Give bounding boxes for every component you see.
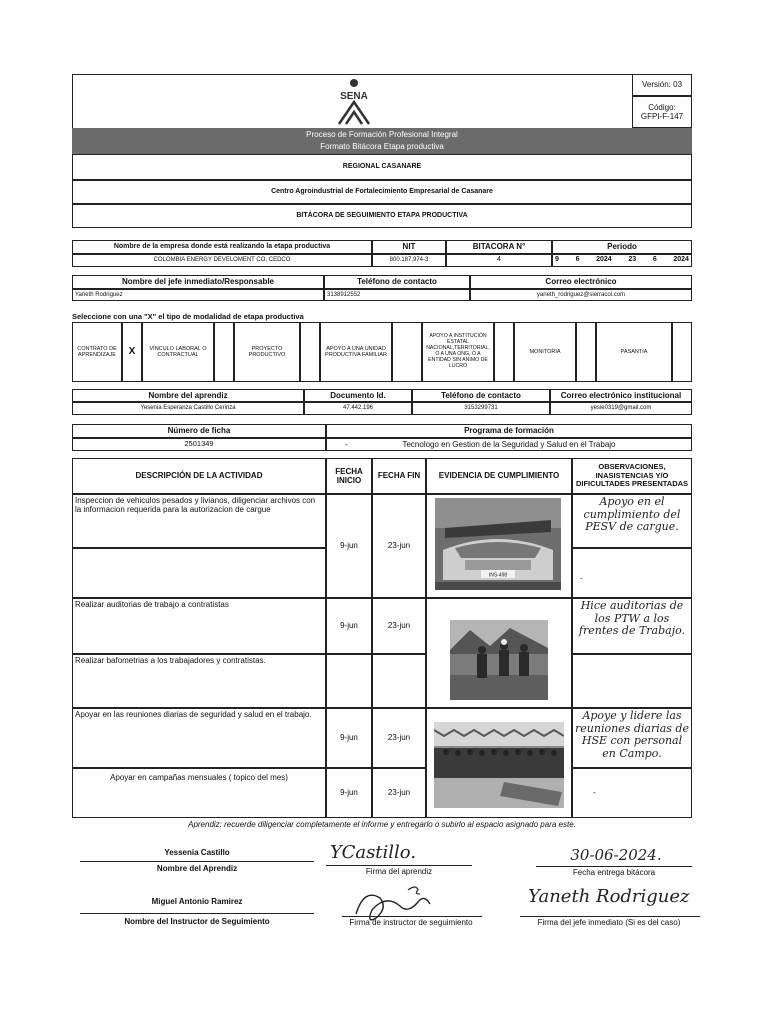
instructor-name: Miguel Antonio Ramirez [151,897,243,906]
option-contrato-aprendizaje[interactable]: CONTRATO DE APRENDIZAJE [72,322,122,382]
row3-start [326,654,372,708]
col-obs-header: OBSERVACIONES, INASISTENCIAS Y/O DIFICULTADES PRESENTADAS [572,458,692,494]
option-proyecto-mark[interactable] [300,322,320,382]
option-institucion-mark[interactable] [494,322,514,382]
row4-desc: Apoyar en las reuniones diarias de seguridad y salud en el trabajo. [72,708,326,768]
row5-obs: - [572,768,692,818]
program-label: Programa de formación [326,424,692,438]
delivery-date: 30-06-2024. [570,846,662,864]
delivery-label: Fecha entrega bitácora [572,868,656,877]
col-end-header: FECHA FIN [372,458,426,494]
instructor-sig-label: Firma de instructor de seguimiento [349,918,473,927]
periodo-label: Periodo [552,240,692,254]
logo-area [72,74,632,128]
boss-email-value: yaneth_rodriguez@sierracol.com [470,289,692,301]
apprentice-doc-label: Documento Id. [304,389,412,402]
nit-value: 800.187,974-3 [372,254,446,267]
row1-end: 23-jun [372,494,426,598]
boss-signature: Yaneth Rodriguez [528,886,690,907]
row5-start: 9-jun [326,768,372,818]
row2-start: 9-jun [326,598,372,654]
option-vinculo-laboral[interactable]: VÍNCULO LABORAL O CONTRACTUAL [142,322,214,382]
option-vinculo-mark[interactable] [214,322,234,382]
banner-line-2: Formato Bitácora Etapa productiva [320,142,444,151]
option-pasantia[interactable]: PASANTIA [596,322,672,382]
apprentice-name-value: Yesenia Esperanza Castillo Cerinza [72,402,304,415]
apprentice-sig-label: Firma del aprendiz [365,867,433,876]
row4-end: 23-jun [372,708,426,768]
apprentice-sig-line [326,865,472,866]
nit-label: NIT [372,240,446,254]
row2-obs: Hice auditorias de los PTW a los frentes de Trabajo. [572,598,692,654]
regional-title: REGIONAL CASANARE [72,154,692,180]
option-monitoria-mark[interactable] [576,322,596,382]
apprentice-signature: YCastillo. [330,842,417,863]
evidence-photo-meeting [434,722,564,808]
option-pasantia-mark[interactable] [672,322,692,382]
svg-text:SENA: SENA [340,91,368,102]
apprentice-phone-label: Teléfono de contacto [412,389,550,402]
periodo-value: 9 6 2024 23 6 2024 [552,254,692,267]
row3-obs [572,654,692,708]
sena-logo-icon [324,74,384,128]
instructor-name-label: Nombre del Instructor de Seguimiento [124,917,270,926]
program-dash: - [345,439,348,449]
boss-email-label: Correo electrónico [470,275,692,289]
col-evidence-header: EVIDENCIA DE CUMPLIMIENTO [426,458,572,494]
option-proyecto-productivo[interactable]: PROYECTO PRODUCTIVO [234,322,300,382]
row4-obs: Apoye y lidere las reuniones diarias de HSE con personal en Campo. [572,708,692,768]
option-unidad-familiar[interactable]: APOYO A UNA UNIDAD PRODUCTIVA FAMILIAR [320,322,392,382]
apprentice-name: Yessenia Castillo [164,848,230,857]
option-monitoria[interactable]: MONITORIA [514,322,576,382]
row5-end: 23-jun [372,768,426,818]
row5-desc: Apoyar en campañas mensuales ( topico del mes) [72,768,326,818]
code-cell: Código: GFPI-F-147 [632,96,692,128]
option-unidad-mark[interactable] [392,322,422,382]
version-cell: Versión: 03 [632,74,692,96]
boss-phone-value: 3138912552 [324,289,470,301]
apprentice-name-label: Nombre del aprendiz [72,389,304,402]
bitacora-value: 4 [446,254,552,267]
row1-obs: Apoyo en el cumplimiento del PESV de cargue. [572,494,692,548]
col-desc-header: DESCRIPCIÓN DE LA ACTIVIDAD [72,458,326,494]
evidence-photo-truck [435,498,561,590]
option-contrato-mark[interactable]: X [122,322,142,382]
apprentice-doc-value: 47.442.196 [304,402,412,415]
banner-line-1: Proceso de Formación Profesional Integral [306,130,458,139]
boss-name-label: Nombre del jefe inmediato/Responsable [72,275,324,289]
instructor-name-line [80,913,314,914]
ficha-label: Número de ficha [72,424,326,438]
row1b-obs [572,548,692,598]
instructor-sig-line [342,916,482,917]
delivery-line [536,866,692,867]
row2-end: 23-jun [372,598,426,654]
boss-name-value: Yaneth Rodriguez [72,289,324,301]
evidence-photo-audit [450,620,548,700]
apprentice-name-line [80,861,314,862]
centro-title: Centro Agroindustrial de Fortalecimiento Empresarial de Casanare [72,180,692,204]
svg-text:INS-498: INS-498 [488,572,508,579]
apprentice-phone-value: 3153299731 [412,402,550,415]
row1b-dash: - [580,574,583,583]
apprentice-name-label: Nombre del Aprendiz [156,864,238,873]
apprentice-email-value: yesie0319@gmail.com [550,402,692,415]
reminder-text: Aprendiz: recuerde diligenciar completamente el informe y entregarlo o subirlo al espacio asignado para este. [188,820,576,829]
row3-end [372,654,426,708]
row1-start: 9-jun [326,494,372,598]
boss-sig-line [520,916,700,917]
bitacora-label: BITACORA N° [446,240,552,254]
option-institucion-estatal[interactable]: APOYO A INSTITUCIÓN ESTATAL NACIONAL,TERRITORIAL, O A UNA ONG, O A ENTIDAD SIN ANIMO DE LUCRO [422,322,494,382]
apprentice-email-label: Correo electrónico institucional [550,389,692,402]
row1-desc: Inspeccion de vehiculos pesados y livianos, diligenciar archivos con la informacion requerida para la autorizacion de cargue [72,494,326,548]
program-value: - Tecnologo en Gestion de la Seguridad y Salud en el Trabajo [326,438,692,451]
row2-desc: Realizar auditorias de trabajo a contratistas [72,598,326,654]
process-banner [72,128,692,154]
row4-start: 9-jun [326,708,372,768]
modalidad-instruction: Seleccione con una "X" el tipo de modalidad de etapa productiva [72,312,304,321]
boss-sig-label: Firma del jefe inmediato (Si es del caso) [537,918,681,927]
boss-phone-label: Teléfono de contacto [324,275,470,289]
company-name-value: COLOMBIA ENERGY DEVELOMENT CO, CEDCO [72,254,372,267]
company-name-label: Nombre de la empresa donde está realizando la etapa productiva [72,240,372,254]
col-start-header: FECHA INICIO [326,458,372,494]
row3-desc: Realizar bafometrias a los trabajadores y contratistas. [72,654,326,708]
page-title: BITÁCORA DE SEGUIMIENTO ETAPA PRODUCTIVA [72,204,692,228]
row1b-desc [72,548,326,598]
ficha-value: 2501349 [72,438,326,451]
